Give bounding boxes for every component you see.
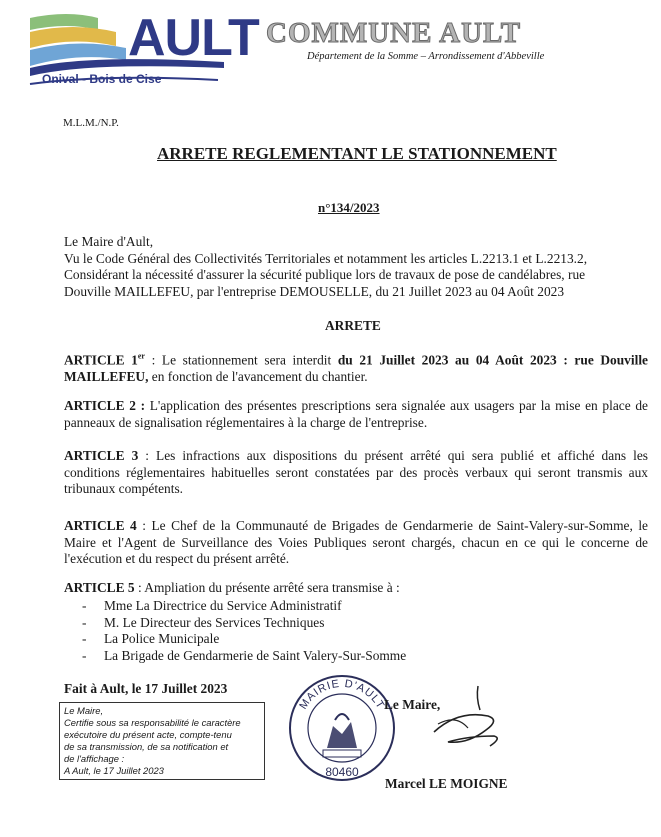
- article-label: ARTICLE 4: [64, 518, 137, 533]
- recipient-list: [82, 598, 406, 664]
- arrete-number: n°134/2023: [318, 200, 380, 215]
- article-label: ARTICLE 2 :: [64, 398, 146, 413]
- preamble-line: Le Maire d'Ault,: [64, 234, 154, 249]
- document-title: ARRETE REGLEMENTANT LE STATIONNEMENT: [157, 144, 557, 163]
- stamp-postal-code: 80460: [325, 765, 359, 779]
- certification-line: de sa transmission, de sa notification et: [64, 741, 229, 752]
- preamble-line: Considérant la nécessité d'assurer la sécurité publique lors de travaux de pose de candélabres, rue: [64, 267, 586, 282]
- certification-box: [59, 702, 265, 780]
- preamble-line: Vu le Code Général des Collectivités Territoriales et notamment les articles L.2213.1 et L.2213.2,: [64, 250, 588, 266]
- list-item: [82, 615, 406, 632]
- article-text: : Les infractions aux dispositions du présent arrêté qui sera publié et affiché dans les conditions réglementaires habituelles seront constatées par des procès verbaux qui seront transmis aux tribunaux compétents.: [64, 448, 649, 496]
- bullet-dash: -: [82, 647, 87, 663]
- recipient-text: Mme La Directrice du Service Administratif: [104, 598, 342, 613]
- article-label: ARTICLE 5: [64, 580, 135, 595]
- article-4: [64, 518, 648, 568]
- list-item: [82, 648, 406, 665]
- article-text: en fonction de l'avancement du chantier.: [148, 368, 368, 384]
- article-colon: :: [144, 352, 162, 368]
- article-2: [64, 398, 648, 431]
- list-item: [82, 631, 406, 648]
- logo-subtitle: Onival - Bois de Cise: [42, 72, 162, 86]
- stamp-top-text: MAIRIE D'AULT: [297, 677, 387, 712]
- article-5: [64, 580, 648, 597]
- signature-graphic: [428, 684, 508, 762]
- article-text: L'application des présentes prescriptions sera signalée aux usagers par la mise en place de panneaux de signalisation réglementaires à la charge de l'entreprise.: [64, 398, 648, 430]
- article-3: [64, 448, 648, 498]
- recipient-text: M. Le Directeur des Services Techniques: [104, 614, 325, 630]
- certification-line: Certifie sous sa responsabilité le caractère: [64, 717, 241, 728]
- bullet-dash: -: [82, 598, 87, 613]
- svg-text:MAIRIE D'AULT: [297, 678, 386, 712]
- bullet-dash: -: [82, 631, 87, 647]
- mayor-name: Marcel LE MOIGNE: [385, 776, 508, 791]
- recipient-text: La Police Municipale: [104, 631, 220, 647]
- certification-line: Le Maire,: [64, 705, 104, 716]
- mairie-stamp: [287, 664, 397, 792]
- article-label: ARTICLE 1: [64, 352, 138, 368]
- signed-place-date: Fait à Ault, le 17 Juillet 2023: [64, 681, 228, 696]
- preamble: [64, 234, 634, 300]
- article-text: : Le Chef de la Communauté de Brigades de Gendarmerie de Saint-Valery-sur-Somme, le Maire et l'Agent de Surveillance des Voies Publiques seront chargés, chacun en ce qui le concerne de l'exécution et du respect du présent arrêté.: [64, 518, 648, 566]
- recipient-text: La Brigade de Gendarmerie de Saint Valery-Sur-Somme: [104, 647, 407, 663]
- commune-subtitle: Département de la Somme – Arrondissement d'Abbeville: [307, 51, 545, 62]
- certification-line: A Ault, le 17 Juillet 2023: [64, 765, 164, 776]
- certification-line: de l'affichage :: [64, 753, 125, 764]
- bullet-dash: -: [82, 614, 87, 630]
- commune-title: COMMUNE AULT: [266, 17, 522, 49]
- article-text: : Ampliation du présente arrêté sera transmise à :: [134, 580, 400, 595]
- certification-line: exécutoire du présent acte, compte-tenu: [64, 729, 232, 740]
- stamp-seal-graphic: [287, 664, 397, 792]
- logo-name: AULT: [128, 9, 259, 67]
- preamble-line: Douville MAILLEFEU, par l'entreprise DEMOUSELLE, du 21 Juillet 2023 au 04 Août 2023: [64, 283, 565, 299]
- mayor-title: Le Maire,: [384, 697, 441, 712]
- arrete-heading: ARRETE: [325, 318, 381, 333]
- article-label: ARTICLE 3: [64, 448, 139, 463]
- article-1: [64, 349, 648, 385]
- article-bold-text: du 21 Juillet 2023 au 04 Août 2023 : rue Douville MAILLEFEU,: [64, 352, 648, 384]
- article-text: Le stationnement sera interdit: [161, 352, 338, 368]
- article-label-superscript: er: [137, 352, 145, 361]
- commune-logo: [28, 8, 259, 96]
- reference-initials: M.L.M./N.P.: [63, 117, 119, 129]
- list-item: [82, 598, 406, 615]
- handwritten-signature: [428, 684, 508, 762]
